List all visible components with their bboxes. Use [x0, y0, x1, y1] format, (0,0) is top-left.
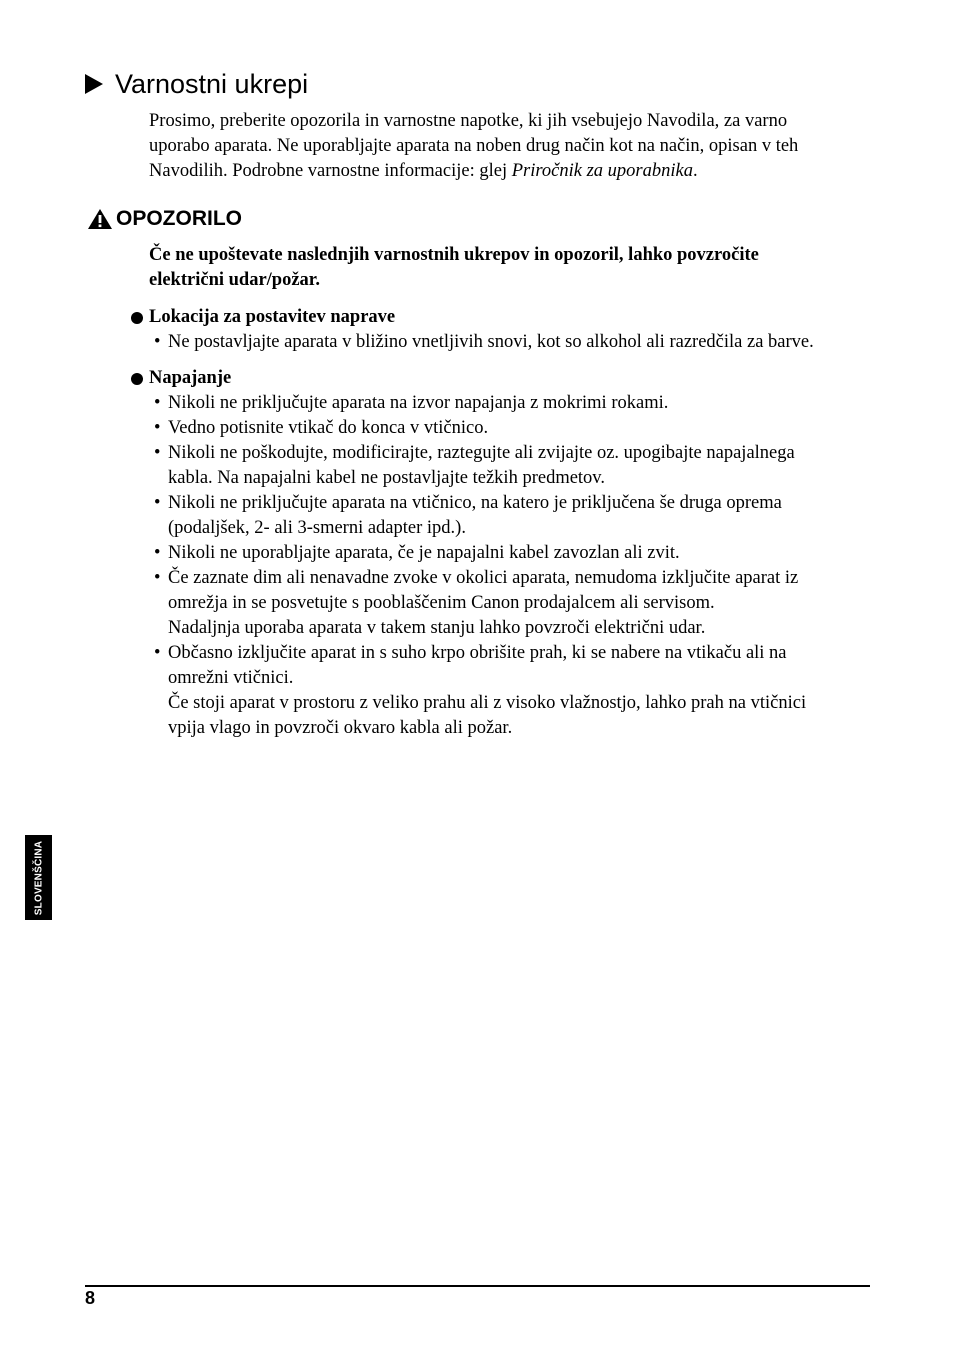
intro-paragraph — [149, 109, 874, 184]
list-item-line: Nadaljnja uporaba aparata v takem stanju lahko povzroči električni udar. — [168, 618, 706, 638]
list-item — [131, 641, 876, 741]
list-item-line: (podaljšek, 2- ali 3-smerni adapter ipd.). — [168, 518, 466, 538]
intro-period: . — [692, 161, 698, 181]
bullet-mark: • — [154, 393, 161, 413]
warning-line: Če ne upoštevate naslednjih varnostnih ukrepov in opozoril, lahko povzročite — [149, 245, 759, 265]
intro-line — [149, 159, 874, 184]
list-item — [131, 541, 876, 566]
list-item-line: Če stoji aparat v prostoru z veliko prahu ali z visoko vlažnostjo, lahko prah na vtičnici — [168, 693, 807, 713]
warning-line: električni udar/požar. — [149, 270, 320, 290]
bullet-mark: • — [154, 332, 161, 352]
page-number: 8 — [85, 1288, 96, 1308]
heading-title: Varnostni ukrepi — [115, 69, 309, 99]
footer-divider — [85, 1285, 870, 1287]
section-location — [131, 305, 876, 355]
list-item-line: vpija vlago in povzroči okvaro kabla ali požar. — [168, 718, 513, 738]
list-item-line: Nikoli ne uporabljajte aparata, če je napajalni kabel zavozlan ali zvit. — [168, 543, 680, 563]
list-item — [131, 416, 876, 441]
bullet-mark: • — [154, 643, 161, 663]
list-item-line: Nikoli ne priključujte aparata na izvor napajanja z mokrimi rokami. — [168, 393, 669, 413]
section-heading — [85, 68, 308, 100]
section-title — [131, 366, 876, 391]
list-item — [131, 491, 876, 541]
list-item-line: Nikoli ne poškodujte, modificirajte, raztegujte ali zvijajte oz. upogibajte napajalnega — [168, 443, 795, 463]
section-title-text: Napajanje — [149, 368, 232, 388]
right-triangle-arrow-icon — [85, 74, 103, 94]
list-item-line: kabla. Na napajalni kabel ne postavljajte težkih predmetov. — [168, 468, 605, 488]
intro-line: Prosimo, preberite opozorila in varnostne napotke, ki jih vsebujejo Navodila, za varno — [149, 111, 788, 131]
list-item — [131, 391, 876, 416]
bullet-mark: • — [154, 568, 161, 588]
warning-heading — [87, 205, 242, 233]
list-item-line: Ne postavljajte aparata v bližino vnetljivih snovi, kot so alkohol ali razredčila za barve. — [168, 332, 814, 352]
intro-line: uporabo aparata. Ne uporabljajte aparata na noben drug način kot na način, opisan v teh — [149, 136, 799, 156]
list-item-line: Če zaznate dim ali nenavadne zvoke v okolici aparata, nemudoma izključite aparat iz — [168, 568, 799, 588]
list-item-line: omrežja in se posvetujte s pooblaščenim Canon prodajalcem ali servisom. — [168, 593, 715, 613]
warning-statement — [149, 243, 874, 293]
bullet-mark: • — [154, 543, 161, 563]
list-item — [131, 566, 876, 641]
bullet-dot-icon — [131, 373, 143, 385]
list-item-line: Nikoli ne priključujte aparata na vtičnico, na katero je priključena še druga oprema — [168, 493, 782, 513]
bullet-list — [131, 391, 876, 741]
list-item-line: Vedno potisnite vtikač do konca v vtičnico. — [168, 418, 489, 438]
language-side-tab — [25, 835, 52, 920]
manual-reference: Priročnik za uporabnika — [511, 161, 693, 181]
language-tab-label: SLOVENŠČINA — [33, 840, 44, 915]
section-title-text: Lokacija za postavitev naprave — [149, 307, 396, 327]
bullet-dot-icon — [131, 312, 143, 324]
bullet-list — [131, 330, 876, 355]
list-item — [131, 330, 876, 355]
list-item — [131, 441, 876, 491]
bullet-mark: • — [154, 443, 161, 463]
section-title — [131, 305, 876, 330]
list-item-line: Občasno izključite aparat in s suho krpo obrišite prah, ki se nabere na vtikaču ali na — [168, 643, 787, 663]
bullet-mark: • — [154, 418, 161, 438]
section-power — [131, 366, 876, 741]
warning-title: OPOZORILO — [116, 207, 242, 230]
bullet-mark: • — [154, 493, 161, 513]
intro-text: Navodilih. Podrobne varnostne informacije: glej — [149, 161, 512, 181]
list-item-line: omrežni vtičnici. — [168, 668, 294, 688]
warning-triangle-icon — [87, 208, 113, 230]
